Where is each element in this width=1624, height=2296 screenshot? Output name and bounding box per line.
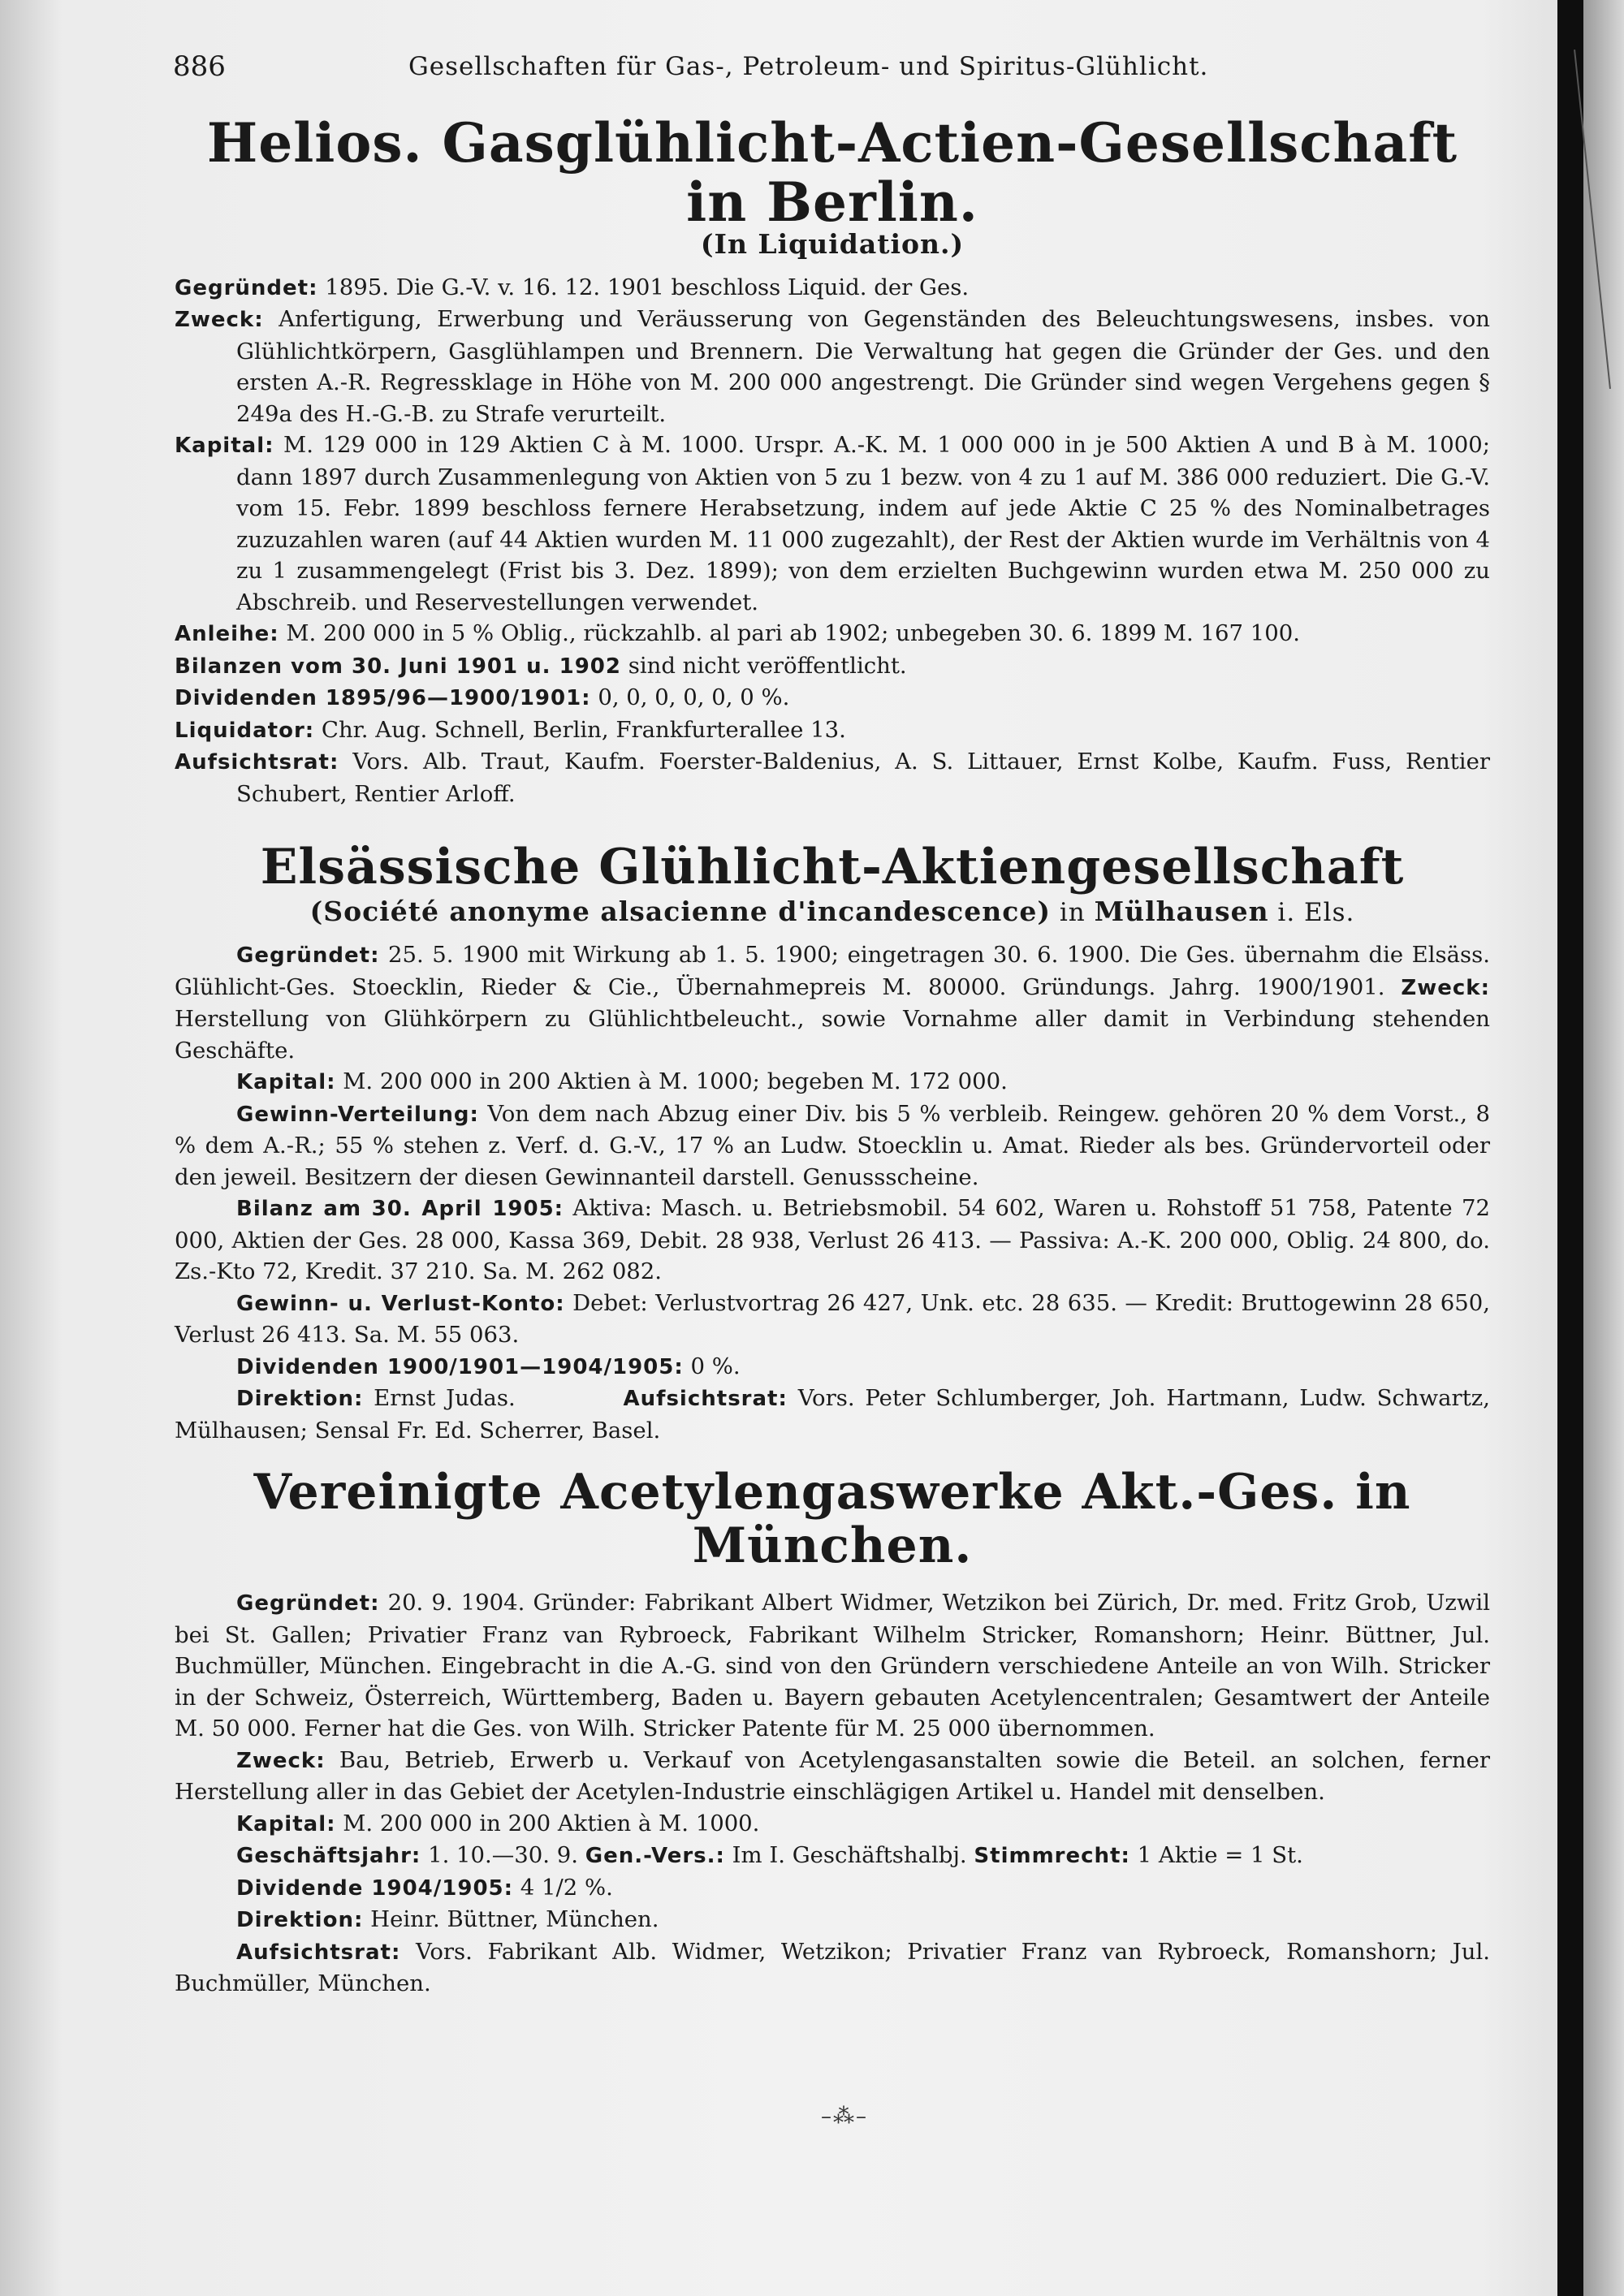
company-title: Helios. Gasglühlicht-Actien-Gesellschaft in Berlin. [206,111,1458,234]
company-title: Elsässische Glühlicht-Aktiengesellschaft [260,839,1405,896]
paragraph-zweck [175,1745,1490,1808]
field-text: Debet: Verlustvortrag 26 427, Unk. etc. 28 635. — Kredit: Bruttogewinn 28 650, Verlust 26 413. Sa. M. 55 063. [175,1289,1490,1349]
field-label: Stimmrecht: [974,1844,1130,1868]
field-label: Dividenden 1900/1901—1904/1905: [236,1354,684,1379]
paragraph-kapital [175,429,1490,618]
field-text: M. 129 000 in 129 Aktien C à M. 1000. Urspr. A.-K. M. 1 000 000 in je 500 Aktien A und B à M. 1000; dann 1897 durch Zusammenlegung von Aktien von 5 zu 1 bezw. von 4 zu 1 auf M. 386 000 reduziert. Die G.-V. vom 15. Febr. 1899 beschloss fernere Herabsetzung, indem auf jede Aktie C 25 % des Nominalbetrages zuzuzahlen waren (auf 44 Aktien wurden M. 11 000 zugezahlt), der Rest der Aktien wurde im Verhältnis von 4 zu 1 zusammengelegt (Frist bis 3. Dez. 1899); von dem erzielten Buchgewinn wurden etwa M. 250 000 zu Abschreib. und Reservestellungen verwendet. [236,432,1490,615]
field-text: Vors. Fabrikant Alb. Widmer, Wetzikon; Privatier Franz van Rybroeck, Romanshorn; Jul. Buchmüller, München. [175,1938,1490,1996]
paragraph-liquidator [175,714,1490,747]
field-text: Vors. Peter Schlumberger, Joh. Hartmann, Ludw. Schwartz, Mülhausen; Sensal Fr. Ed. Scherrer, Basel. [175,1385,1490,1444]
field-text: Ernst Judas. [363,1385,516,1412]
ornament-divider: –⁂– [821,2104,868,2129]
field-label: Gegründet: [175,275,318,300]
paragraph-gewinn-verteilung [175,1098,1490,1193]
paragraph-zweck [175,304,1490,429]
field-text: 1 Aktie = 1 St. [1129,1842,1303,1868]
paragraph-bilanzen [175,650,1490,683]
entry-elsaessische [175,840,1490,1446]
field-text: M. 200 000 in 200 Aktien à M. 1000; begeben M. 172 000. [335,1068,1008,1095]
paragraph-gegruendet-zweck [175,939,1490,1066]
field-label: Kapital: [236,1811,336,1836]
field-label: Aufsichtsrat: [175,750,339,775]
field-text: 1. 10.—30. 9. [421,1842,578,1868]
paragraph-kapital [175,1066,1490,1098]
entry-acetylengaswerke [175,1465,1490,2000]
field-label: Zweck: [236,1748,326,1773]
field-label: Gegründet: [236,943,380,969]
field-text: 4 1/2 %. [513,1874,613,1901]
paragraph-geschaeftsjahr [175,1840,1490,1872]
paragraph-kapital [175,1808,1490,1841]
field-label: Gegründet: [236,1591,380,1616]
field-label: Aufsichtsrat: [236,1940,401,1965]
entry-body [175,272,1490,810]
paragraph-gegruendet [175,1587,1490,1745]
field-label: Anleihe: [175,622,279,647]
field-label: Geschäftsjahr: [236,1844,421,1868]
field-label: Dividende 1904/1905: [236,1875,514,1901]
page-number: 886 [173,50,226,83]
company-subtitle [175,896,1490,928]
field-label: Kapital: [175,434,274,459]
subtitle-connector: in [1050,898,1095,927]
field-text: 20. 9. 1904. Gründer: Fabrikant Albert Widmer, Wetzikon bei Zürich, Dr. med. Fritz Grob, Uzwil bei St. Gallen; Privatier Franz van Rybroeck, Fabrikant Wilhelm Stricker, Romanshorn; Heinr. Büttner, Jul. Buchmüller, München. Eingebracht in die A.-G. sind von den Gründern verschiedene Anteile an von Wilh. Stricker in der Schweiz, Österreich, Württemberg, Baden u. Bayern gebauten Acetylencentralen; Gesamtwert der Anteile M. 50 000. Ferner hat die Ges. von Wilh. Stricker Patente für M. 25 000 übernommen. [175,1590,1490,1741]
field-label: Liquidator: [175,718,315,743]
field-text: 0, 0, 0, 0, 0, 0 %. [590,684,790,711]
page-edge [1583,0,1624,2296]
field-text: sind nicht veröffentlicht. [620,652,907,679]
paragraph-gewinn-verlust [175,1288,1490,1351]
company-title: Vereinigte Acetylengaswerke Akt.-Ges. in München. [253,1464,1411,1574]
field-label: Kapital: [236,1070,336,1095]
field-text: 0 %. [683,1353,741,1379]
subtitle-region: i. Els. [1268,898,1355,927]
paragraph-anleihe [175,618,1490,650]
field-text: Vors. Alb. Traut, Kaufm. Foerster-Baldenius, A. S. Littauer, Ernst Kolbe, Kaufm. Fuss, Rentier Schubert, Rentier Arloff. [236,749,1490,807]
field-label: Gen.-Vers.: [585,1844,725,1868]
paragraph-bilanz [175,1193,1490,1288]
subtitle-french-name: (Société anonyme alsacienne d'incandescence) [309,896,1051,927]
paragraph-direktion-aufsichtsrat [175,1383,1490,1446]
field-label: Aufsichtsrat: [623,1387,788,1412]
field-label: Gewinn- u. Verlust-Konto: [236,1291,565,1316]
field-text: Von dem nach Abzug einer Div. bis 5 % verbleib. Reingew. gehören 20 % dem Vorst., 8 % dem A.-R.; 55 % stehen z. Verf. d. G.-V., 17 % an Ludw. Stoecklin u. Amat. Rieder als bes. Gründervorteil oder den jeweil. Besitzern der diesen Gewinnanteil darstell. Genussscheine. [175,1100,1490,1190]
entry-body [175,1587,1490,2000]
page-gutter-shadow [1557,0,1583,2296]
field-text: Im I. Geschäftshalbj. [724,1842,967,1868]
field-text: M. 200 000 in 200 Aktien à M. 1000. [335,1810,760,1836]
entry-body [175,939,1490,1446]
field-label: Bilanz am 30. April 1905: [236,1197,564,1222]
paragraph-gegruendet [175,272,1490,304]
field-text: Bau, Betrieb, Erwerb u. Verkauf von Acetylengasanstalten sowie die Beteil. an solchen, ferner Herstellung aller in das Gebiet der Acetylen-Industrie einschlägigen Artikel u. Handel mit denselben. [175,1746,1490,1805]
field-label: Direktion: [236,1908,364,1932]
paragraph-aufsichtsrat [175,1936,1490,2000]
field-text: Anfertigung, Erwerbung und Veräusserung von Gegenständen des Beleuchtungswesens, insbes. von Glühlichtkörpern, Gasglühlampen und Brennern. Die Verwaltung hat gegen die Gründer der Ges. und den ersten A.-R. Regressklage in Höhe von M. 200 000 angestrengt. Die Gründer sind wegen Vergehens gegen § 249a des H.-G.-B. zu Strafe verurteilt. [236,306,1490,427]
paragraph-dividende [175,1872,1490,1905]
company-subtitle: (In Liquidation.) [700,228,965,261]
field-label: Gewinn-Verteilung: [236,1102,479,1127]
field-label: Direktion: [236,1387,364,1412]
field-text: 1895. Die G.-V. v. 16. 12. 1901 beschloss Liquid. der Ges. [317,274,970,300]
entry-helios [175,111,1490,809]
running-title: Gesellschaften für Gas-, Petroleum- und Spiritus-Glühlicht. [408,52,1209,81]
field-text: Aktiva: Masch. u. Betriebsmobil. 54 602, Waren u. Rohstoff 51 758, Patente 72 000, Aktien der Ges. 28 000, Kassa 369, Debit. 28 938, Verlust 26 413. — Passiva: A.-K. 200 000, Oblig. 24 800, do. Zs.-Kto 72, Kredit. 37 210. Sa. M. 262 082. [175,1195,1490,1285]
field-text: M. 200 000 in 5 % Oblig., rückzahlb. al pari ab 1902; unbegeben 30. 6. 1899 M. 167 100. [279,620,1300,647]
paragraph-aufsichtsrat [175,746,1490,809]
field-label: Zweck: [175,308,264,333]
field-label: Bilanzen vom 30. Juni 1901 u. 1902 [175,654,621,679]
field-text: Heinr. Büttner, München. [363,1906,659,1932]
field-text: 25. 5. 1900 mit Wirkung ab 1. 5. 1900; eingetragen 30. 6. 1900. Die Ges. übernahm die Elsäss. Glühlicht-Ges. Stoecklin, Rieder & Cie., Übernahmepreis M. 80000. Gründungs. Jahrg. 1900/1901. [175,942,1490,1000]
field-label: Dividenden 1895/96—1900/1901: [175,686,591,711]
running-header [173,50,1488,83]
paragraph-dividenden [175,1351,1490,1383]
field-text: Chr. Aug. Schnell, Berlin, Frankfurterallee 13. [314,716,846,743]
field-label: Zweck: [1401,975,1490,1000]
paragraph-direktion [175,1904,1490,1936]
paragraph-dividenden [175,682,1490,714]
field-text: Herstellung von Glühkörpern zu Glühlichtbeleucht., sowie Vornahme aller damit in Verbindung stehenden Geschäfte. [175,1006,1490,1064]
subtitle-city: Mülhausen [1094,896,1269,927]
